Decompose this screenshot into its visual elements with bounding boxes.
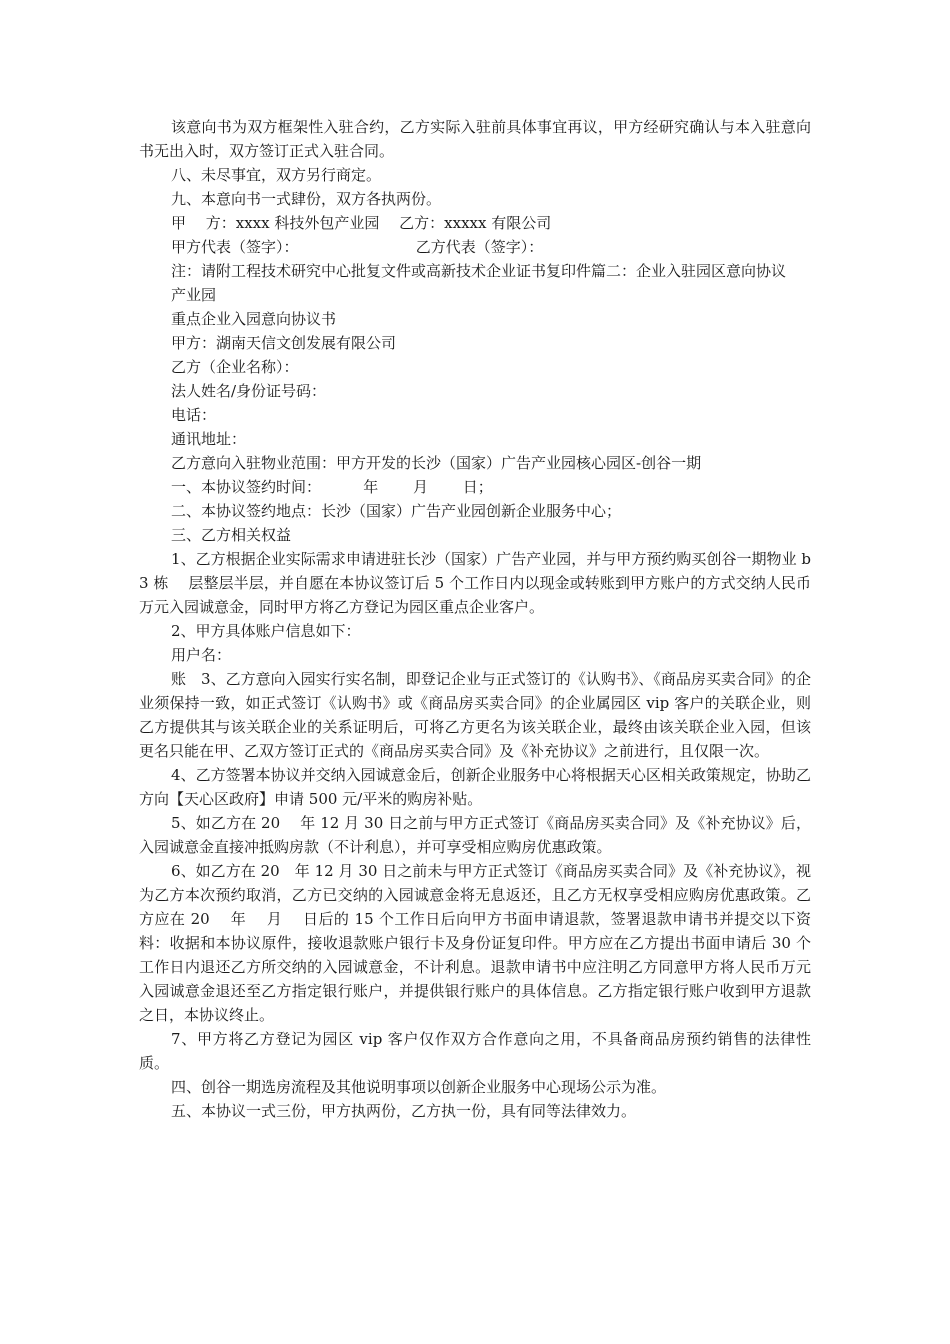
document-body (139, 115, 811, 1123)
paragraph-signatures: 甲方代表（签字）： 乙方代表（签字）： (171, 238, 544, 256)
paragraph-property-scope: 乙方意向入驻物业范围：甲方开发的长沙（国家）广告产业园核心园区-创谷一期 (171, 454, 702, 472)
paragraph-party-b: 乙方（企业名称）： (171, 358, 299, 376)
paragraph-right-6: 6、如乙方在 20 年 12 月 30 日之前未与甲方正式签订《商品房买卖合同》及《补充协议》，视为乙方本次预约取消，乙方已交纳的入园诚意金将无息返还，且乙方无权享受相应购房优惠政策。乙方应在 20 年 月 日后的 15 个工作日后向甲方书面申请退款，签署退款申请书并提交以下资料：收据和本协议原件，接收退款账户银行卡及身份证复印件。甲方应在乙方提出书面申请后 30 个工作日内退还乙方所交纳的入园诚意金，不计利息。退款申请书中应注明乙方同意甲方将人民币万元入园诚意金退还至乙方指定银行账户，并提供银行账户的具体信息。乙方指定银行账户收到甲方退款之日，本协议终止。 (139, 862, 811, 1024)
paragraph-party-a: 甲方：湖南天信文创发展有限公司 (171, 334, 397, 352)
paragraph-signing-place: 二、本协议签约地点：长沙（国家）广告产业园创新企业服务中心； (171, 502, 622, 520)
paragraph-clause-5: 五、本协议一式三份，甲方执两份，乙方执一份，具有同等法律效力。 (171, 1102, 637, 1120)
paragraph-signing-time: 一、本协议签约时间： 年 月 日； (171, 478, 493, 496)
paragraph-right-2: 2、甲方具体账户信息如下： (171, 622, 361, 640)
paragraph-intent-framework: 该意向书为双方框架性入驻合约，乙方实际入驻前具体事宜再议，甲方经研究确认与本入驻意向书无出入时，双方签订正式入驻合同。 (139, 118, 811, 160)
document-title: 重点企业入园意向协议书 (171, 310, 337, 328)
paragraph-clause-9: 九、本意向书一式肆份，双方各执两份。 (171, 190, 442, 208)
paragraph-legal-person: 法人姓名/身份证号码： (171, 382, 327, 400)
paragraph-park: 产业园 (171, 286, 217, 304)
paragraph-parties: 甲 方：xxxx 科技外包产业园 乙方：xxxxx 有限公司 (171, 214, 552, 232)
paragraph-right-5: 5、如乙方在 20 年 12 月 30 日之前与甲方正式签订《商品房买卖合同》及《补充协议》后，入园诚意金直接冲抵购房款（不计利息），并可享受相应购房优惠政策。 (139, 814, 811, 856)
paragraph-right-4: 4、乙方签署本协议并交纳入园诚意金后，创新企业服务中心将根据天心区相关政策规定，协助乙方向【天心区政府】申请 500 元/平米的购房补贴。 (139, 766, 811, 808)
paragraph-right-7: 7、甲方将乙方登记为园区 vip 客户仅作双方合作意向之用，不具备商品房预约销售的法律性质。 (139, 1030, 811, 1072)
paragraph-note: 注：请附工程技术研究中心批复文件或高新技术企业证书复印件篇二：企业入驻园区意向协议 (171, 262, 787, 280)
paragraph-clause-8: 八、未尽事宜，双方另行商定。 (171, 166, 382, 184)
paragraph-address: 通讯地址： (171, 430, 247, 448)
paragraph-right-3: 账 3、乙方意向入园实行实名制，即登记企业与正式签订的《认购书》、《商品房买卖合同》的企业须保持一致，如正式签订《认购书》或《商品房买卖合同》的企业属园区 vip 客户的关联企业，则乙方提供其与该关联企业的关系证明后，可将乙方更名为该关联企业，最终由该关联企业入园，但该更名只能在甲、乙双方签订正式的《商品房买卖合同》及《补充协议》之前进行，且仅限一次。 (139, 670, 811, 760)
paragraph-right-1: 1、乙方根据企业实际需求申请进驻长沙（国家）广告产业园，并与甲方预约购买创谷一期物业 b3 栋 层整层半层，并自愿在本协议签订后 5 个工作日内以现金或转账到甲方账户的方式交纳人民币万元入园诚意金，同时甲方将乙方登记为园区重点企业客户。 (139, 550, 811, 616)
paragraph-clause-4: 四、创谷一期选房流程及其他说明事项以创新企业服务中心现场公示为准。 (171, 1078, 667, 1096)
section-heading-rights: 三、乙方相关权益 (171, 526, 292, 544)
paragraph-account-name: 用户名： (171, 646, 232, 664)
paragraph-phone: 电话： (171, 406, 217, 424)
